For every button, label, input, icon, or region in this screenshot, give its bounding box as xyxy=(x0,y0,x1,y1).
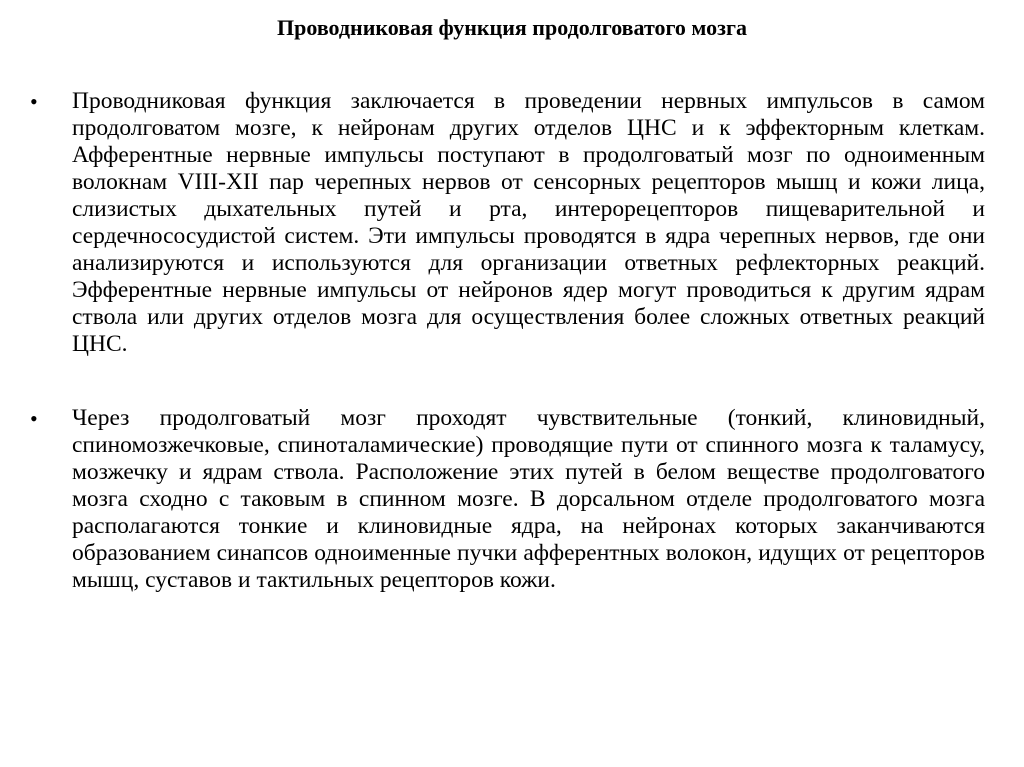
bullet-dot-icon: • xyxy=(30,406,38,431)
slide-title: Проводниковая функция продолговатого мозга xyxy=(277,15,747,40)
bullet-text: Проводниковая функция заключается в проведении нервных импульсов в самом продолговатом мозге, к нейронам других отделов ЦНС и к эффекторным клеткам. Афферентные нервные импульсы поступают в продолговатый мозг по одноименным волокнам VIII-XII пар черепных нервов от сенсорных рецепторов мышц и кожи лица, слизистых дыхательных путей и рта, интерорецепторов пищеварительной и сердечнососудистой систем. Эти импульсы проводятся в ядра черепных нервов, где они анализируются и используются для организации ответных рефлекторных реакций. Эфферентные нервные импульсы от нейронов ядер могут проводиться к другим ядрам ствола или других отделов мозга для осуществления более сложных ответных реакций ЦНС. xyxy=(72,88,985,357)
bullet-text: Через продолговатый мозг проходят чувствительные (тонкий, клиновидный, спиномозжечковые, спиноталамические) проводящие пути от спинного мозга к таламусу, мозжечку и ядрам ствола. Расположение этих путей в белом веществе продолговатого мозга сходно с таковым в спинном мозге. В дорсальном отделе продолговатого мозга располагаются тонкие и клиновидные ядра, на нейронах которых заканчиваются образованием синапсов одноименные пучки афферентных волокон, идущих от рецепторов мышц, суставов и тактильных рецепторов кожи. xyxy=(72,405,985,593)
bullet-item-1 xyxy=(30,88,985,358)
bullet-list xyxy=(30,88,985,594)
bullet-item-2 xyxy=(30,405,985,594)
bullet-dot-icon: • xyxy=(30,89,38,114)
